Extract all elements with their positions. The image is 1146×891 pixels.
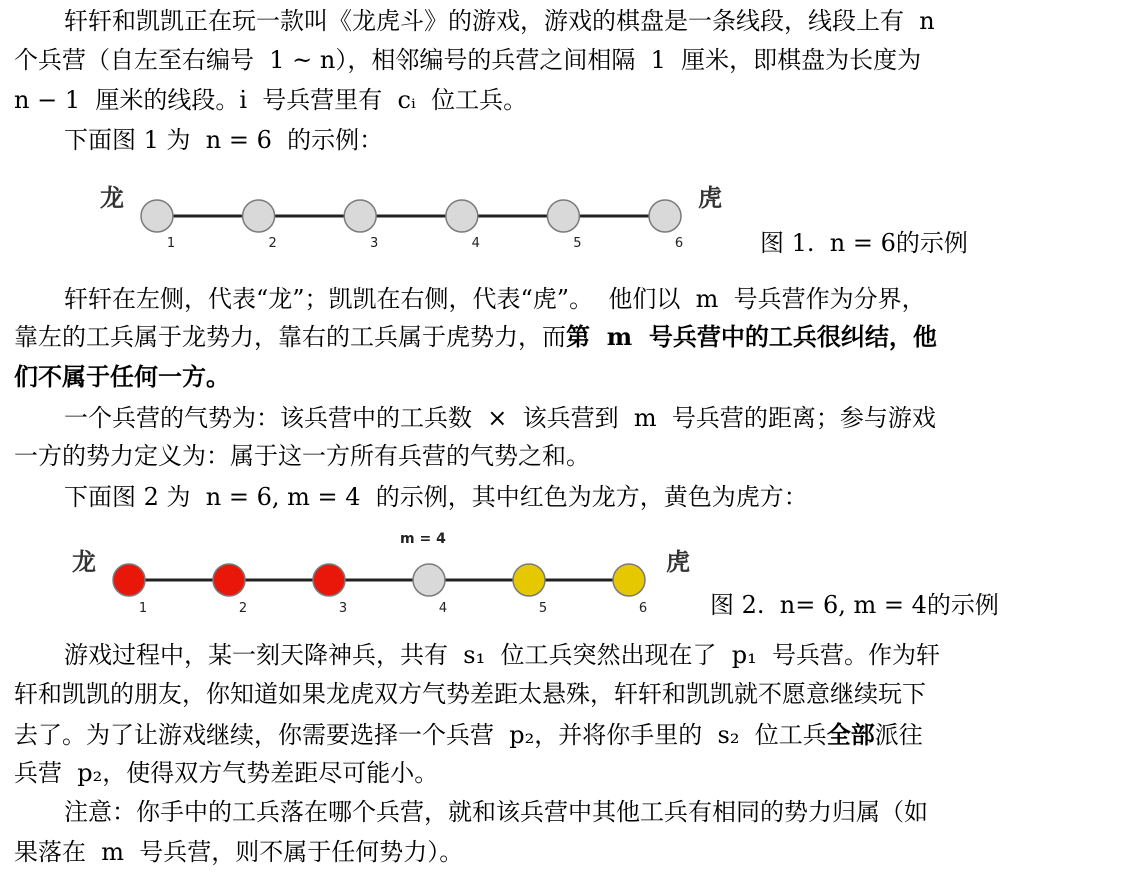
text-line: 下面图 2 为 n = 6, m = 4 的示例，其中红色为龙方，黄色为虎方： bbox=[64, 483, 808, 511]
text-line: 轩轩在左侧，代表“龙”；凯凯在右侧，代表“虎”。 他们以 m 号兵营作为分界， bbox=[64, 285, 926, 313]
text-line: n − 1 厘米的线段。i 号兵营里有 cᵢ 位工兵。 bbox=[14, 86, 528, 114]
bold-text: 第 m 号兵营中的工兵很纠结，他 bbox=[566, 322, 937, 351]
fig2-right-label: 虎 bbox=[666, 548, 690, 576]
barracks-node bbox=[613, 564, 645, 596]
text-span: 靠左的工兵属于龙势力，靠右的工兵属于虎势力，而 bbox=[14, 323, 566, 351]
node-number-label: 4 bbox=[471, 236, 480, 251]
bold-text: 全部 bbox=[826, 720, 875, 749]
text-line: 一个兵营的气势为：该兵营中的工兵数 × 该兵营到 m 号兵营的距离；参与游戏 bbox=[64, 404, 936, 432]
text-line: 轩和凯凯的朋友，你知道如果龙虎双方气势差距太悬殊，轩轩和凯凯就不愿意继续玩下 bbox=[14, 680, 926, 708]
text-line: 个兵营（自左至右编号 1 ~ n），相邻编号的兵营之间相隔 1 厘米，即棋盘为长度为 bbox=[14, 46, 922, 74]
fig1-left-label: 龙 bbox=[100, 184, 124, 212]
fig2-caption: 图 2. n= 6, m = 4的示例 bbox=[710, 591, 999, 619]
node-number-label: 2 bbox=[268, 236, 277, 251]
fig1-caption: 图 1. n = 6的示例 bbox=[760, 229, 968, 257]
bold-text: 们不属于任何一方。 bbox=[14, 362, 230, 391]
text-line: 轩轩和凯凯正在玩一款叫《龙虎斗》的游戏，游戏的棋盘是一条线段，线段上有 n bbox=[64, 7, 935, 35]
text-line-mixed bbox=[14, 720, 923, 750]
barracks-node bbox=[413, 564, 445, 596]
text-line: 游戏过程中，某一刻天降神兵，共有 s₁ 位工兵突然出现在了 p₁ 号兵营。作为轩 bbox=[64, 641, 940, 669]
node-number-label: 6 bbox=[674, 236, 684, 251]
node-number-label: 3 bbox=[338, 601, 348, 616]
barracks-node bbox=[313, 564, 345, 596]
text-line: 兵营 p₂，使得双方气势差距尽可能小。 bbox=[14, 759, 439, 787]
text-span: 去了。为了让游戏继续，你需要选择一个兵营 p₂，并将你手里的 s₂ 位工兵 bbox=[14, 721, 827, 749]
barracks-node bbox=[213, 564, 245, 596]
fig1-right-label: 虎 bbox=[698, 184, 722, 212]
text-line: 果落在 m 号兵营，则不属于任何势力）。 bbox=[14, 838, 464, 866]
fig2-top-label: m = 4 bbox=[400, 531, 446, 547]
text-line: 一方的势力定义为：属于这一方所有兵营的气势之和。 bbox=[14, 442, 590, 470]
node-number-label: 5 bbox=[573, 236, 582, 251]
barracks-node bbox=[513, 564, 545, 596]
text-line: 下面图 1 为 n = 6 的示例： bbox=[64, 126, 384, 154]
node-number-label: 6 bbox=[638, 601, 648, 616]
text-span: 派往 bbox=[874, 721, 923, 749]
barracks-node bbox=[113, 564, 145, 596]
node-number-label: 5 bbox=[538, 601, 548, 616]
text-line: 注意：你手中的工兵落在哪个兵营，就和该兵营中其他工兵有相同的势力归属（如 bbox=[64, 798, 928, 826]
node-number-label: 1 bbox=[166, 236, 176, 251]
node-number-label: 4 bbox=[438, 601, 448, 616]
fig2-left-label: 龙 bbox=[72, 548, 96, 576]
node-number-label: 2 bbox=[238, 601, 248, 616]
node-number-label: 1 bbox=[138, 601, 148, 616]
node-number-label: 3 bbox=[370, 236, 379, 251]
